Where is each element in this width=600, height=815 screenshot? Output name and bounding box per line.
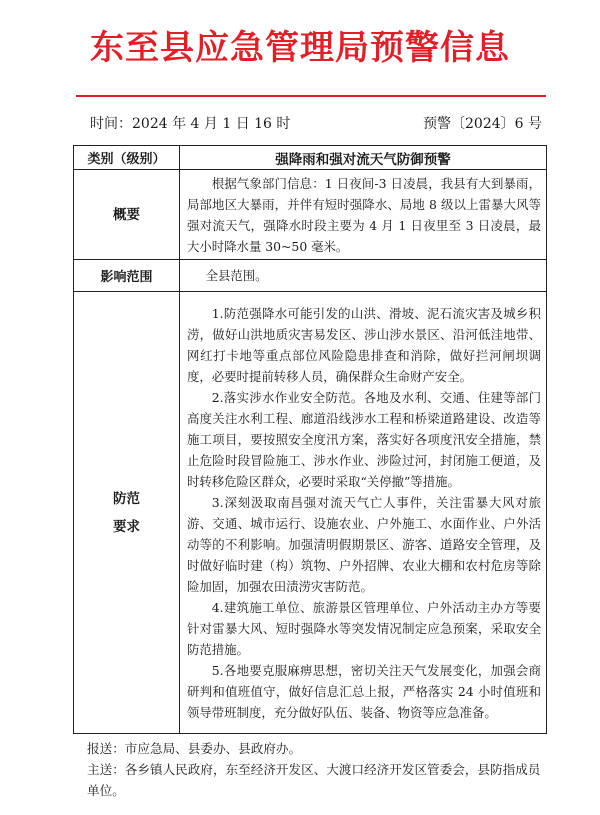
send-label: 主送： xyxy=(87,762,125,777)
report-recipients: 市应急局、县委办、县政府办。 xyxy=(124,741,302,756)
requirements-label: 防范 要求 xyxy=(74,292,180,734)
category-label: 类别（级别） xyxy=(74,146,180,170)
report-to-line xyxy=(87,738,547,759)
page-title: 东至县应急管理局预警信息 xyxy=(90,28,510,68)
scope-text: 全县范围。 xyxy=(180,260,547,292)
warning-number: 预警〔2024〕6 号 xyxy=(423,116,542,132)
requirement-item: 2.落实涉水作业安全防范。各地及水利、交通、住建等部门高度关注水利工程、廊道沿线涉水工程和桥梁道路建设、改造等施工项目，要按照安全度汛方案，落实好各项度汛安全措施，禁止危险时段冒险施工、涉水作业、涉险过河，封闭施工便道，及时转移危险区群众，必要时采取“关停撤”等措施。 xyxy=(187,389,541,489)
scope-row xyxy=(74,260,547,292)
requirements-row xyxy=(74,292,547,734)
requirement-item: 3.深刻汲取南昌强对流天气亡人事件，关注雷暴大风对旅游、交通、城市运行、设施农业、户外施工、水面作业、户外活动等的不利影响。加强清明假期景区、游客、道路安全管理，及时做好临时建（构）筑物、户外招牌、农业大棚和农村危房等除险加固，加强农田渍涝灾害防范。 xyxy=(187,494,541,594)
category-value: 强降雨和强对流天气防御预警 xyxy=(180,146,547,170)
category-row xyxy=(74,146,547,170)
overview-row xyxy=(74,170,547,260)
overview-text: 根据气象部门信息：1 日夜间-3 日凌晨，我县有大到暴雨，局部地区大暴雨，并伴有短时强降水、局地 8 级以上雷暴大风等强对流天气，强降水时段主要为 4 月 1 日夜里至 3 日凌晨，最大小时降水量 30~50 毫米。 xyxy=(180,170,547,260)
scope-label: 影响范围 xyxy=(74,260,180,292)
report-label: 报送： xyxy=(87,741,125,756)
requirement-item: 5.各地要克服麻痹思想，密切关注天气发展变化，加强会商研判和值班值守，做好信息汇总上报，严格落实 24 小时值班和领导带班制度，充分做好队伍、装备、物资等应急准备。 xyxy=(187,662,541,720)
warning-table xyxy=(73,145,547,734)
requirement-item: 4.建筑施工单位、旅游景区管理单位、户外活动主办方等要针对雷暴大风、短时强降水等突发情况制定应急预案，采取安全防范措施。 xyxy=(187,599,541,657)
send-recipients: 各乡镇人民政府，东至经济开发区、大渡口经济开发区管委会，县防指成员单位。 xyxy=(87,762,541,798)
requirement-item: 1.防范强降水可能引发的山洪、滑坡、泥石流灾害及城乡积涝，做好山洪地质灾害易发区、涉山涉水景区、沿河低洼地带、网红打卡地等重点部位风险隐患排查和消除，做好拦河闸坝调度，必要时提前转移人员，确保群众生命财产安全。 xyxy=(187,305,541,384)
send-to-line xyxy=(87,759,547,801)
issue-time: 时间：2024 年 4 月 1 日 16 时 xyxy=(90,116,291,132)
red-divider xyxy=(76,95,546,97)
requirements-list xyxy=(180,292,547,734)
overview-label: 概要 xyxy=(74,170,180,260)
